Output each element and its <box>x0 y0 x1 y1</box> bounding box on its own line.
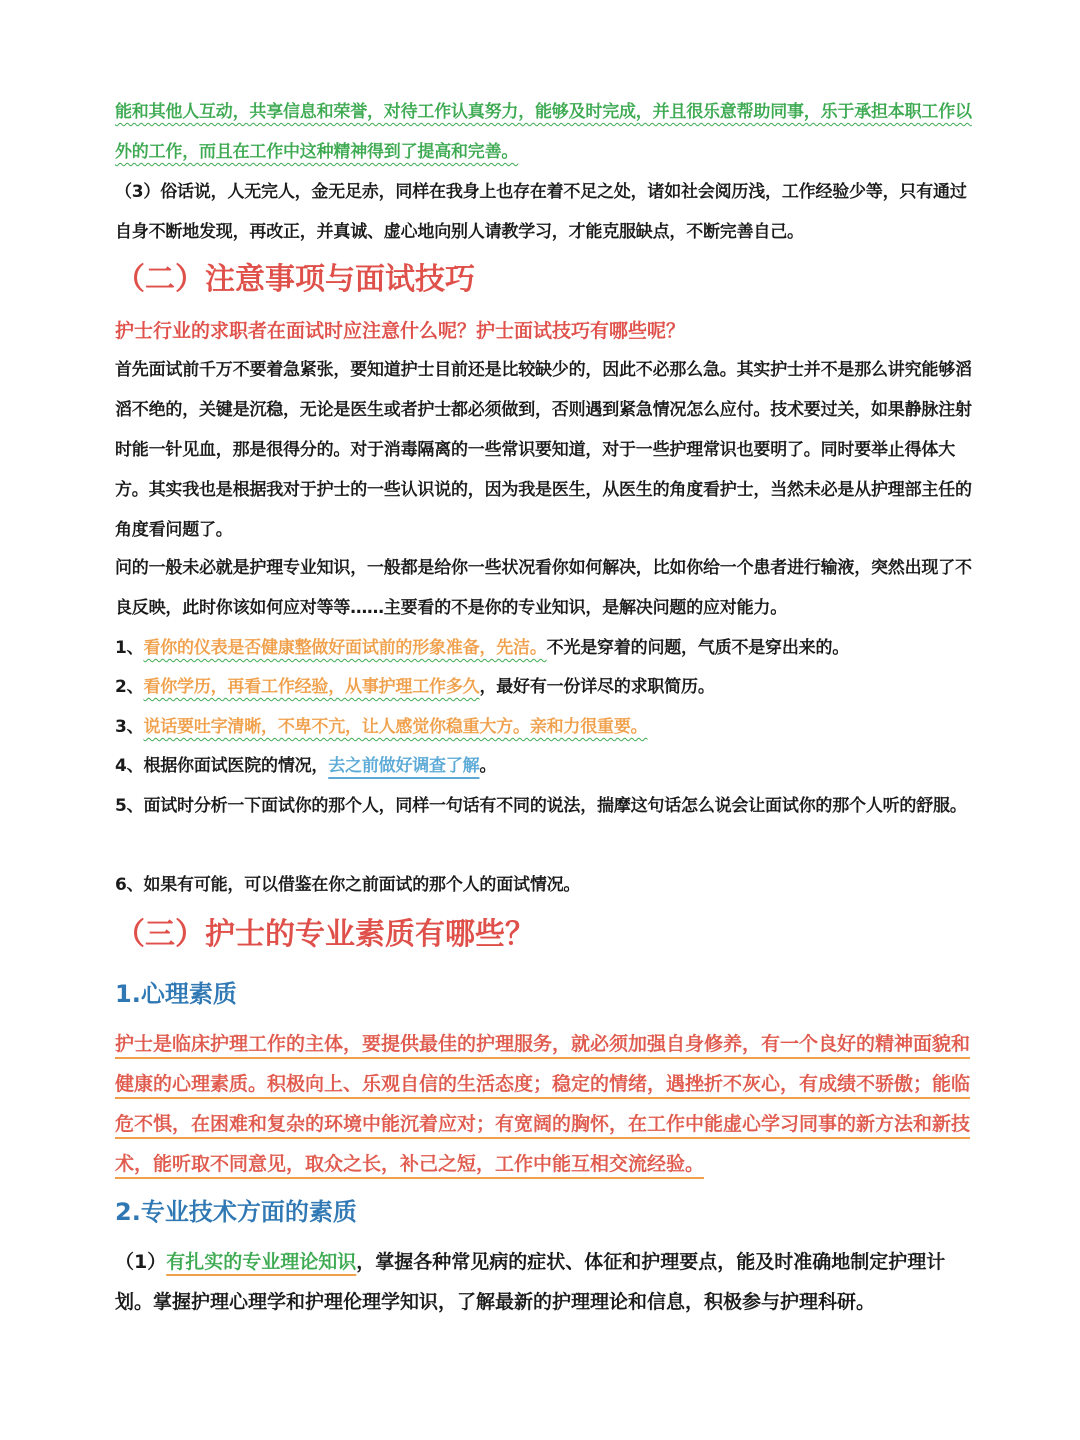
point-rest: ，掌握各种常见病的症状、体征和护理要点，能及时准确地制定护理计划。掌握护理心理学和护理伦理学知识，了解最新的护理理论和信息，积极参与护理科研。 <box>115 1251 946 1313</box>
tip-pre: 根据你面试医院的情况， <box>143 756 329 776</box>
point-number: （1） <box>115 1251 167 1273</box>
tip-highlight: 看你学历，再看工作经验，从事护理工作多久 <box>143 677 480 697</box>
section-2-title: （二）注意事项与面试技巧 <box>115 262 475 297</box>
section-2-question: 护士行业的求职者在面试时应注意什么呢？护士面试技巧有哪些呢？ <box>115 320 686 342</box>
subsection-2-point-1 <box>115 1242 975 1322</box>
tip-item-5 <box>115 786 975 826</box>
section-2-paragraph-2: 问的一般未必就是护理专业知识，一般都是给你一些状况看你如何解决，比如你给一个患者进行输液，突然出现了不良反映，此时你该如何应对等等……主要看的不是你的专业知识，是解决问题的应对能力。 <box>115 558 972 618</box>
tip-rest: 。 <box>479 756 497 776</box>
tip-number: 5、 <box>115 796 144 816</box>
tip-highlight: 看你的仪表是否健康整做好面试前的形象准备，先洁。 <box>143 638 547 658</box>
intro-point-3: （3）俗话说，人无完人，金无足赤，同样在我身上也存在着不足之处，诸如社会阅历浅，工作经验少等，只有通过自身不断地发现，再改正，并真诚、虚心地向别人请教学习，才能克服缺点，不断完善自己。 <box>115 182 967 242</box>
subsection-1-highlight: 护士是临床护理工作的主体，要提供最佳的护理服务，就必须加强自身修养，有一个良好的精神面貌和健康的心理素质。积极向上、乐观自信的生活态度；稳定的情绪，遇挫折不灰心，有成绩不骄傲；能临危不惧，在困难和复杂的环境中能沉着应对；有宽阔的胸怀，在工作中能虚心学习同事的新方法和新技术，能听取不同意见，取众之长，补己之短，工作中能互相交流经验。 <box>115 1033 971 1175</box>
tip-rest: 不光是穿着的问题，气质不是穿出来的。 <box>546 638 850 658</box>
tip-highlight: 说话要吐字清晰，不卑不亢，让人感觉你稳重大方。亲和力很重要。 <box>143 717 648 737</box>
tip-number: 4、 <box>115 756 144 776</box>
tip-item-1 <box>115 628 975 668</box>
tip-item-3 <box>115 707 975 747</box>
intro-green-text: 能和其他人互动，共享信息和荣誉，对待工作认真努力，能够及时完成，并且很乐意帮助同事，乐于承担本职工作以外的工作，而且在工作中这种精神得到了提高和完善。 <box>115 102 972 162</box>
intro-green-paragraph <box>115 92 975 172</box>
subsection-1-text <box>115 1024 975 1184</box>
section-3-title: （三）护士的专业素质有哪些？ <box>115 917 535 952</box>
tip-number: 6、 <box>115 875 144 895</box>
point-highlight: 有扎实的专业理论知识 <box>166 1251 357 1273</box>
tip-item-4 <box>115 746 975 786</box>
section-2-paragraph-1: 首先面试前千万不要着急紧张，要知道护士目前还是比较缺少的，因此不必那么急。其实护士并不是那么讲究能够滔滔不绝的，关键是沉稳，无论是医生或者护士都必须做到，否则遇到紧急情况怎么应付。技术要过关，如果静脉注射时能一针见血，那是很得分的。对于消毒隔离的一些常识要知道，对于一些护理常识也要明了。同时要举止得体大方。其实我也是根据我对于护士的一些认识说的，因为我是医生，从医生的角度看护士，当然未必是从护理部主任的角度看问题了。 <box>115 360 972 540</box>
tip-item-2 <box>115 667 975 707</box>
tip-highlight: 去之前做好调查了解 <box>328 756 480 776</box>
tip-text: 面试时分析一下面试你的那个人，同样一句话有不同的说法，揣摩这句话怎么说会让面试你的那个人听的舒服。 <box>143 796 967 816</box>
subsection-2-title: 2.专业技术方面的素质 <box>115 1198 357 1226</box>
tip-number: 1、 <box>115 638 144 658</box>
tip-number: 3、 <box>115 717 144 737</box>
tip-rest: ，最好有一份详尽的求职简历。 <box>479 677 715 697</box>
tip-text: 如果有可能，可以借鉴在你之前面试的那个人的面试情况。 <box>143 875 581 895</box>
tip-item-6 <box>115 865 975 905</box>
subsection-1-title: 1.心理素质 <box>115 980 237 1008</box>
tip-number: 2、 <box>115 677 144 697</box>
